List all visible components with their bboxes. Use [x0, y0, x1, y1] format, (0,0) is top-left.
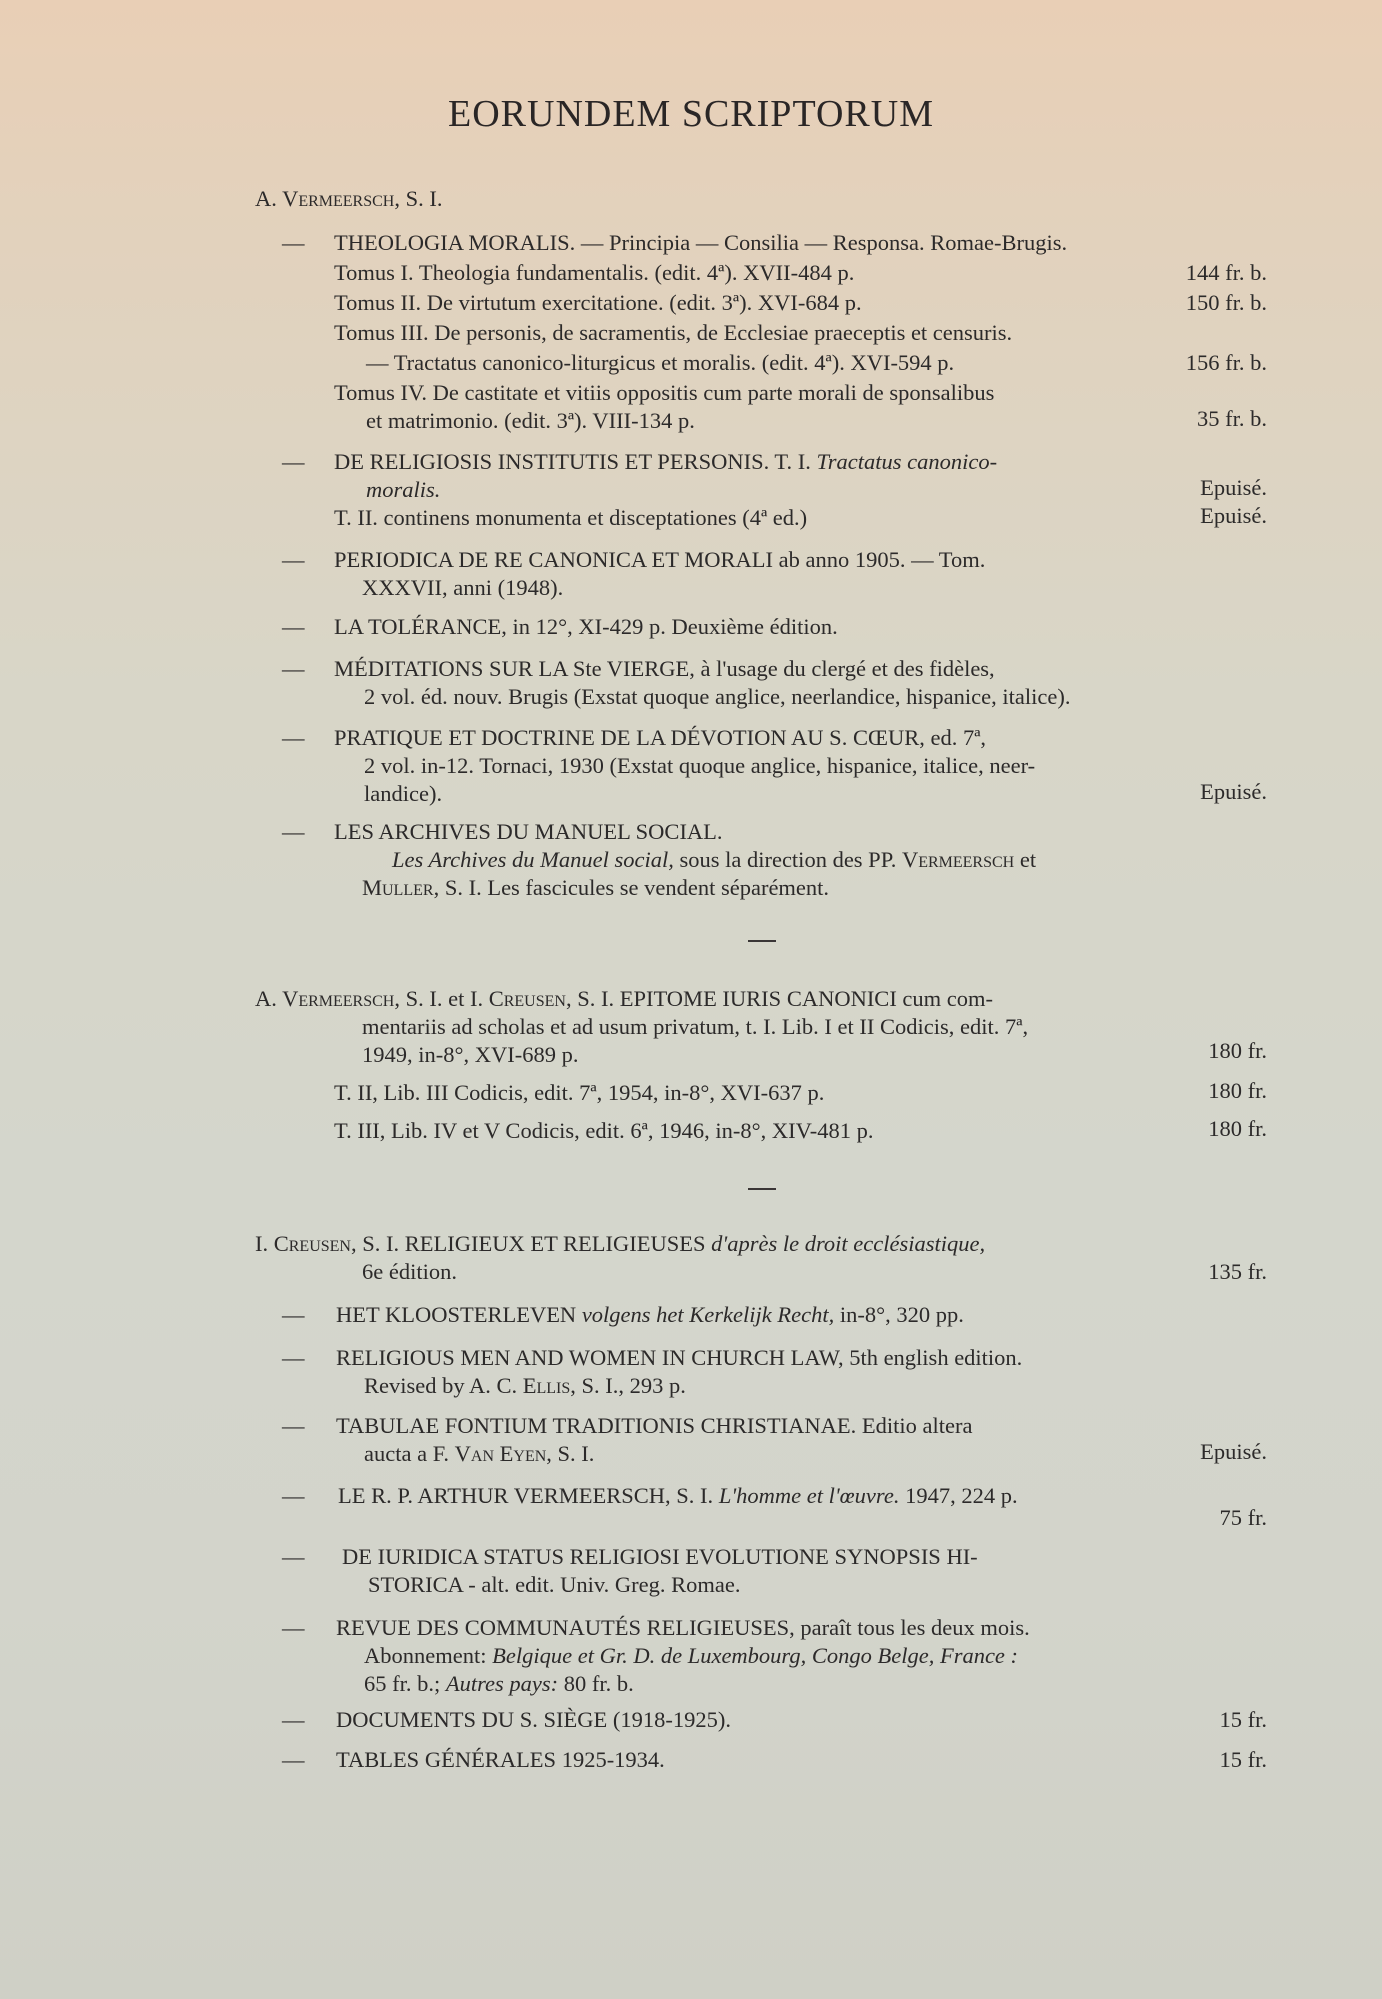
tabulae-line1: TABULAE FONTIUM TRADITIONIS CHRISTIANAE. Editio altera [336, 1413, 973, 1438]
de-religiosis-subtitle-cont: moralis. [366, 477, 441, 502]
tomus-1-price: 144 fr. b. [1185, 260, 1267, 285]
arthur-vermeersch-subtitle: L'homme et l'œuvre. [718, 1483, 900, 1508]
de-religiosis-title: DE RELIGIOSIS INSTITUTIS ET PERSONIS. T. I. [334, 449, 811, 474]
tomus-2: Tomus II. De virtutum exercitatione. (edit. 3ª). XVI-684 p. [334, 290, 862, 315]
author-creusen-2: Creusen [273, 1231, 351, 1256]
archives-text: sous la direction des PP. [679, 847, 897, 872]
aucta-a: aucta a F. [364, 1441, 450, 1466]
section-separator [748, 1188, 776, 1190]
author-van-eyen: Van Eyen [454, 1441, 547, 1466]
tabulae-status: Epuisé. [1200, 1439, 1267, 1464]
epitome-text-a: , S. I. et I. [394, 986, 484, 1011]
entry-dash: — [282, 819, 305, 844]
documents-price: 15 fr. [1219, 1707, 1267, 1732]
entry-dash: — [282, 1483, 305, 1508]
arthur-vermeersch-price: 75 fr. [1219, 1505, 1267, 1530]
religieux-edition: 6e édition. [362, 1259, 457, 1284]
entry-dash: — [282, 1544, 305, 1569]
autres-pays: Autres pays: [445, 1671, 559, 1696]
epitome-line2: mentariis ad scholas et ad usum privatum, t. I. Lib. I et II Codicis, edit. 7ª, [362, 1014, 1029, 1039]
theologia-moralis-title: THEOLOGIA MORALIS. — Principia — Consilia — Responsa. Romae-Brugis. [334, 230, 1068, 255]
kloosterleven-entry [336, 1301, 964, 1329]
tabulae-sj: , S. I. [546, 1441, 595, 1466]
pratique-status: Epuisé. [1200, 779, 1267, 804]
de-religiosis-status: Epuisé. [1200, 475, 1267, 500]
archives-italic: Les Archives du Manuel social, [392, 847, 674, 872]
tomus-4-line2: et matrimonio. (edit. 3ª). VIII-134 p. [366, 408, 695, 433]
archives-vermeersch: Vermeersch [901, 847, 1015, 872]
tomus-1: Tomus I. Theologia fundamentalis. (edit. 4ª). XVII-484 p. [334, 260, 855, 285]
religieux-subtitle: d'après le droit ecclésiastique, [711, 1231, 986, 1256]
pratique-line3: landice). [364, 781, 443, 806]
revue-line2 [364, 1642, 1018, 1670]
pratique-line2: 2 vol. in-12. Tornaci, 1930 (Exstat quoque anglice, hispanice, italice, neer- [364, 753, 1036, 778]
periodica-line2: XXXVII, anni (1948). [362, 575, 564, 600]
tomus-2-price: 150 fr. b. [1185, 290, 1267, 315]
entry-dash: — [282, 1615, 305, 1640]
entry-dash: — [282, 725, 305, 750]
page-title: EORUNDEM SCRIPTORUM [448, 93, 934, 135]
religieux-title: , S. I. RELIGIEUX ET RELIGIEUSES [350, 1231, 706, 1256]
entry-dash: — [282, 1747, 305, 1772]
author-vermeersch-2: A. Vermeersch [255, 986, 395, 1011]
abonnement-price-2: 80 fr. b. [563, 1671, 634, 1696]
archives-muller: Muller [362, 875, 434, 900]
revue-line1: REVUE DES COMMUNAUTÉS RELIGIEUSES, paraît tous les deux mois. [336, 1615, 1030, 1640]
arthur-vermeersch-title: LE R. P. ARTHUR VERMEERSCH, S. I. [338, 1483, 714, 1508]
archives-text2: , S. I. Les fascicules se vendent séparément. [433, 875, 830, 900]
entry-dash: — [282, 614, 305, 639]
archives-line2 [392, 846, 1036, 874]
epitome-text-b: , S. I. EPITOME IURIS CANONICI cum com- [565, 986, 994, 1011]
epitome-line1 [255, 985, 993, 1013]
meditations-line1: MÉDITATIONS SUR LA Ste VIERGE, à l'usage du clergé et des fidèles, [334, 656, 995, 681]
de-religiosis-subtitle: Tractatus canonico- [816, 449, 998, 474]
author-creusen: Creusen [488, 986, 566, 1011]
epitome-t3: T. III, Lib. IV et V Codicis, edit. 6ª, 1946, in-8°, XIV-481 p. [334, 1118, 874, 1143]
de-iuridica-line2: STORICA - alt. edit. Univ. Greg. Romae. [368, 1572, 741, 1597]
revised-by: Revised by A. C. [364, 1373, 518, 1398]
tabulae-line2 [364, 1440, 594, 1468]
epitome-line3: 1949, in-8°, XVI-689 p. [362, 1042, 579, 1067]
kloosterleven-title: HET KLOOSTERLEVEN [336, 1302, 577, 1327]
de-religiosis-t2: T. II. continens monumenta et disceptationes (4ª ed.) [334, 505, 808, 530]
de-religiosis-t2-status: Epuisé. [1200, 503, 1267, 528]
author-vermeersch: A. Vermeersch, S. I. [255, 186, 443, 211]
kloosterleven-details: in-8°, 320 pp. [839, 1302, 964, 1327]
pratique-line1: PRATIQUE ET DOCTRINE DE LA DÉVOTION AU S. CŒUR, ed. 7ª, [334, 725, 987, 750]
creusen-initial: I. [255, 1231, 269, 1256]
archives-et: et [1019, 847, 1037, 872]
tomus-4-line1: Tomus IV. De castitate et vitiis oppositis cum parte morali de sponsalibus [334, 380, 995, 405]
abonnement-label: Abonnement: [364, 1643, 487, 1668]
abonnement-countries: Belgique et Gr. D. de Luxembourg, Congo Belge, France : [492, 1643, 1019, 1668]
documents-entry: DOCUMENTS DU S. SIÈGE (1918-1925). [336, 1707, 731, 1732]
religious-men-line2 [364, 1372, 686, 1400]
kloosterleven-subtitle: volgens het Kerkelijk Recht, [581, 1302, 835, 1327]
entry-dash: — [282, 656, 305, 681]
periodica-line1: PERIODICA DE RE CANONICA ET MORALI ab anno 1905. — Tom. [334, 547, 986, 572]
section-separator [748, 940, 776, 942]
religieux-price: 135 fr. [1208, 1259, 1267, 1284]
tomus-4-price: 35 fr. b. [1197, 406, 1267, 431]
entry-dash: — [282, 547, 305, 572]
epitome-t1-price: 180 fr. [1208, 1038, 1267, 1063]
de-religiosis-line2 [366, 476, 440, 504]
tomus-3-line2: — Tractatus canonico-liturgicus et moralis. (edit. 4ª). XVI-594 p. [366, 350, 955, 375]
abonnement-price-1: 65 fr. b.; [364, 1671, 441, 1696]
entry-dash: — [282, 1345, 305, 1370]
religious-men-pages: , S. I., 293 p. [570, 1373, 686, 1398]
tables-entry: TABLES GÉNÉRALES 1925-1934. [336, 1747, 665, 1772]
arthur-vermeersch-line1 [338, 1482, 1018, 1510]
religious-men-line1: RELIGIOUS MEN AND WOMEN IN CHURCH LAW, 5th english edition. [336, 1345, 1023, 1370]
revue-line3 [364, 1670, 634, 1698]
de-iuridica-line1: DE IURIDICA STATUS RELIGIOSI EVOLUTIONE SYNOPSIS HI- [342, 1544, 978, 1569]
meditations-line2: 2 vol. éd. nouv. Brugis (Exstat quoque anglice, neerlandice, hispanice, italice). [364, 684, 1071, 709]
archives-line3 [362, 874, 829, 902]
arthur-vermeersch-details: 1947, 224 p. [905, 1483, 1018, 1508]
religieux-line1 [255, 1230, 985, 1258]
entry-dash: — [282, 1413, 305, 1438]
archives-title: LES ARCHIVES DU MANUEL SOCIAL. [334, 819, 723, 844]
epitome-t2-price: 180 fr. [1208, 1078, 1267, 1103]
author-ellis: Ellis [522, 1373, 571, 1398]
tomus-3-line1: Tomus III. De personis, de sacramentis, de Ecclesiae praeceptis et censuris. [334, 320, 1013, 345]
entry-dash: — [282, 1302, 305, 1327]
de-religiosis-line1 [334, 448, 997, 476]
epitome-t3-price: 180 fr. [1208, 1116, 1267, 1141]
entry-dash: — [282, 230, 305, 255]
tolerance-entry: LA TOLÉRANCE, in 12°, XI-429 p. Deuxième édition. [334, 614, 838, 639]
tables-price: 15 fr. [1219, 1747, 1267, 1772]
entry-dash: — [282, 1707, 305, 1732]
entry-dash: — [282, 449, 305, 474]
tomus-3-price: 156 fr. b. [1185, 350, 1267, 375]
epitome-t2: T. II, Lib. III Codicis, edit. 7ª, 1954, in-8°, XVI-637 p. [334, 1080, 825, 1105]
